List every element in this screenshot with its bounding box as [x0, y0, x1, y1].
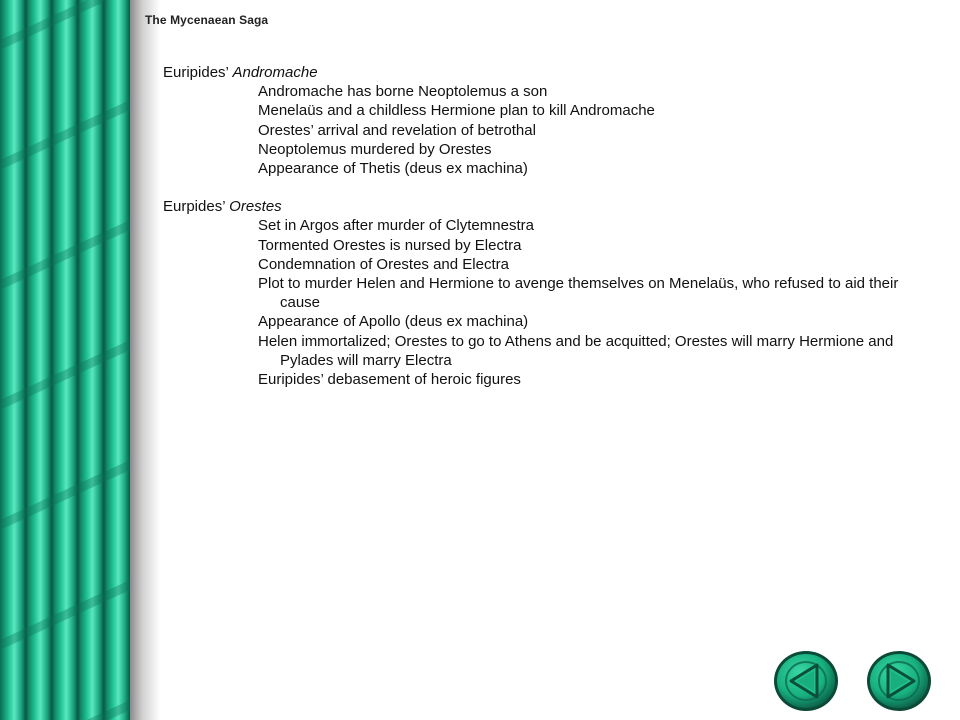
previous-slide-button[interactable]	[773, 650, 839, 712]
plot-point: Condemnation of Orestes and Electra	[258, 255, 509, 273]
play-heading-prefix: Eurpides’	[163, 198, 230, 216]
plot-point: Plot to murder Helen and Hermione to avenge themselves on Menelaüs, who refused to aid their cause	[258, 275, 899, 312]
play-section-andromache	[163, 63, 923, 178]
play-section-orestes	[163, 197, 923, 389]
plot-point: Set in Argos after murder of Clytemnestra	[258, 217, 534, 235]
plot-point: Appearance of Thetis (deus ex machina)	[258, 160, 528, 178]
triangle-left-icon	[773, 650, 839, 712]
triangle-right-icon	[866, 650, 932, 712]
plot-point: Helen immortalized; Orestes to go to Athens and be acquitted; Orestes will marry Hermione and Pylades will marry Electra	[258, 332, 894, 369]
slide-header-title: The Mycenaean Saga	[145, 13, 269, 27]
play-heading	[163, 63, 923, 82]
decorative-left-strip	[0, 0, 160, 720]
plot-point: Euripides’ debasement of heroic figures	[258, 371, 521, 389]
plot-point: Orestes’ arrival and revelation of betrothal	[258, 121, 536, 139]
plot-point-list	[163, 216, 923, 389]
play-heading-prefix: Euripides’	[163, 64, 233, 81]
plot-point: Menelaüs and a childless Hermione plan to kill Andromache	[258, 102, 655, 120]
play-title: Orestes	[229, 198, 282, 216]
slide-content	[163, 63, 923, 389]
plot-point: Tormented Orestes is nursed by Electra	[258, 236, 522, 254]
play-title: Andromache	[232, 64, 318, 81]
plot-point: Andromache has borne Neoptolemus a son	[258, 83, 548, 101]
plot-point-list	[163, 82, 923, 178]
play-heading	[163, 197, 923, 216]
plot-point: Neoptolemus murdered by Orestes	[258, 140, 492, 158]
next-slide-button[interactable]	[866, 650, 932, 712]
plot-point: Appearance of Apollo (deus ex machina)	[258, 313, 529, 331]
